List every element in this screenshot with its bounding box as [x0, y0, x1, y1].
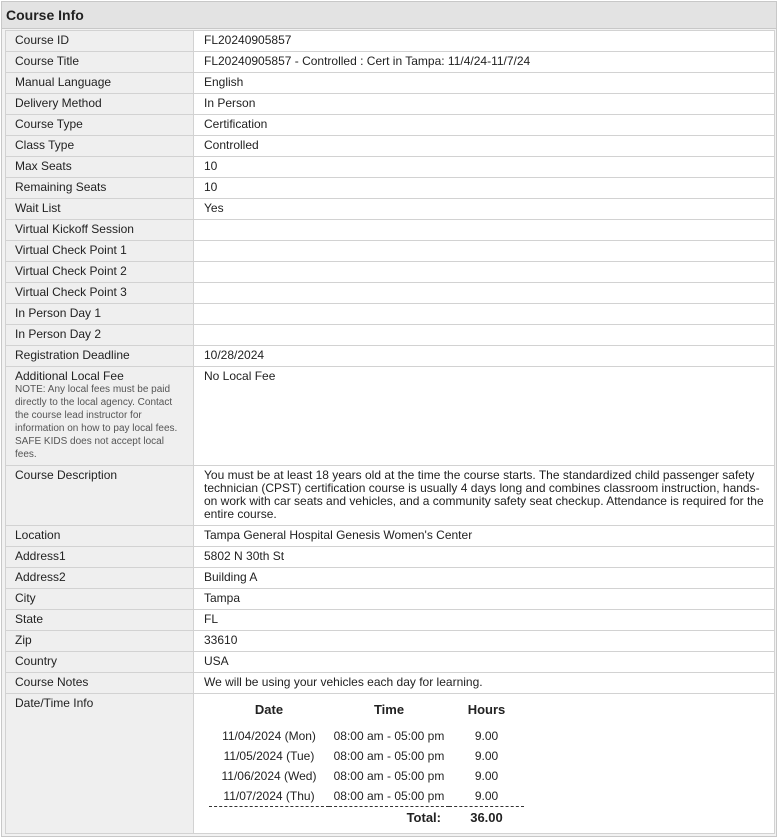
city-value: Tampa [194, 589, 775, 610]
city-label: City [6, 589, 194, 610]
total-hours: 36.00 [449, 807, 524, 830]
row-manual-language [6, 73, 775, 94]
address1-value: 5802 N 30th St [194, 547, 775, 568]
virtual-cp2-label: Virtual Check Point 2 [6, 262, 194, 283]
row-city [6, 589, 775, 610]
session-hours: 9.00 [474, 729, 499, 743]
session-time: 08:00 am - 05:00 pm [333, 729, 445, 743]
max-seats-value: 10 [194, 157, 775, 178]
additional-local-fee-cell [6, 367, 194, 466]
in-person-day2-label: In Person Day 2 [6, 325, 194, 346]
row-location [6, 526, 775, 547]
address1-label: Address1 [6, 547, 194, 568]
row-state [6, 610, 775, 631]
state-label: State [6, 610, 194, 631]
schedule-hours-header: Hours [467, 702, 506, 717]
row-in-person-day2 [6, 325, 775, 346]
row-remaining-seats [6, 178, 775, 199]
country-value: USA [194, 652, 775, 673]
session-hours: 9.00 [474, 769, 499, 783]
row-course-description [6, 466, 775, 526]
class-type-value: Controlled [194, 136, 775, 157]
course-id-label: Course ID [6, 31, 194, 52]
course-id-value: FL20240905857 [194, 31, 775, 52]
row-max-seats [6, 157, 775, 178]
course-type-value: Certification [194, 115, 775, 136]
country-label: Country [6, 652, 194, 673]
session-time: 08:00 am - 05:00 pm [333, 749, 445, 763]
session-hours: 9.00 [474, 789, 499, 803]
address2-label: Address2 [6, 568, 194, 589]
total-label: Total: [329, 807, 449, 830]
course-notes-value: We will be using your vehicles each day for learning. [194, 673, 775, 694]
address2-value: Building A [194, 568, 775, 589]
max-seats-label: Max Seats [6, 157, 194, 178]
row-datetime-info [6, 694, 775, 834]
row-virtual-cp1 [6, 241, 775, 262]
schedule-time-header: Time [373, 702, 405, 717]
course-info-panel [1, 1, 777, 837]
in-person-day1-value [194, 304, 775, 325]
wait-list-value: Yes [194, 199, 775, 220]
schedule-row [209, 746, 524, 766]
manual-language-value: English [194, 73, 775, 94]
schedule-total-row [209, 807, 524, 830]
row-wait-list [6, 199, 775, 220]
row-class-type [6, 136, 775, 157]
schedule-date-header: Date [254, 702, 284, 717]
additional-local-fee-label: Additional Local Fee [15, 369, 124, 383]
virtual-kickoff-label: Virtual Kickoff Session [6, 220, 194, 241]
location-label: Location [6, 526, 194, 547]
total-spacer [209, 807, 329, 830]
course-description-value: You must be at least 18 years old at the time the course starts. The standardized child passenger safety technician (CPST) certification course is usually 4 days long and combines classroom instruction, hands-on work with car seats and vehicles, and a community safety seat checkup. Attendance is required for the entire course. [194, 466, 775, 526]
additional-local-fee-value: No Local Fee [194, 367, 775, 466]
session-date: 11/04/2024 (Mon) [222, 729, 316, 743]
row-country [6, 652, 775, 673]
row-additional-local-fee [6, 367, 775, 466]
in-person-day1-label: In Person Day 1 [6, 304, 194, 325]
course-notes-label: Course Notes [6, 673, 194, 694]
virtual-cp1-value [194, 241, 775, 262]
delivery-method-label: Delivery Method [6, 94, 194, 115]
course-info-table [5, 30, 775, 834]
row-registration-deadline [6, 346, 775, 367]
row-in-person-day1 [6, 304, 775, 325]
row-zip [6, 631, 775, 652]
virtual-cp3-label: Virtual Check Point 3 [6, 283, 194, 304]
datetime-info-label: Date/Time Info [6, 694, 194, 834]
course-type-label: Course Type [6, 115, 194, 136]
row-course-id [6, 31, 775, 52]
datetime-info-cell [194, 694, 775, 834]
registration-deadline-value: 10/28/2024 [194, 346, 775, 367]
state-value: FL [194, 610, 775, 631]
delivery-method-value: In Person [194, 94, 775, 115]
manual-language-label: Manual Language [6, 73, 194, 94]
course-description-label: Course Description [6, 466, 194, 526]
schedule-header-row [209, 701, 524, 726]
virtual-cp2-value [194, 262, 775, 283]
remaining-seats-value: 10 [194, 178, 775, 199]
course-title-label: Course Title [6, 52, 194, 73]
class-type-label: Class Type [6, 136, 194, 157]
registration-deadline-label: Registration Deadline [6, 346, 194, 367]
schedule-row [209, 766, 524, 786]
session-hours: 9.00 [474, 749, 499, 763]
schedule-row [209, 786, 524, 807]
session-time: 08:00 am - 05:00 pm [333, 769, 445, 783]
row-address1 [6, 547, 775, 568]
virtual-kickoff-value [194, 220, 775, 241]
virtual-cp3-value [194, 283, 775, 304]
row-address2 [6, 568, 775, 589]
remaining-seats-label: Remaining Seats [6, 178, 194, 199]
wait-list-label: Wait List [6, 199, 194, 220]
virtual-cp1-label: Virtual Check Point 1 [6, 241, 194, 262]
row-virtual-cp3 [6, 283, 775, 304]
session-time: 08:00 am - 05:00 pm [333, 789, 445, 803]
schedule-row [209, 726, 524, 746]
panel-title: Course Info [2, 2, 776, 29]
row-course-title [6, 52, 775, 73]
course-title-value: FL20240905857 - Controlled : Cert in Tampa: 11/4/24-11/7/24 [194, 52, 775, 73]
in-person-day2-value [194, 325, 775, 346]
row-virtual-cp2 [6, 262, 775, 283]
session-date: 11/06/2024 (Wed) [221, 769, 317, 783]
zip-value: 33610 [194, 631, 775, 652]
location-value: Tampa General Hospital Genesis Women's Center [194, 526, 775, 547]
row-virtual-kickoff [6, 220, 775, 241]
local-fee-note: NOTE: Any local fees must be paid directly to the local agency. Contact the course lead instructor for information on how to pay local fees. SAFE KIDS does not accept local fees. [15, 384, 178, 460]
row-course-type [6, 115, 775, 136]
session-date: 11/05/2024 (Tue) [223, 749, 315, 763]
session-date: 11/07/2024 (Thu) [223, 789, 315, 803]
zip-label: Zip [6, 631, 194, 652]
row-delivery-method [6, 94, 775, 115]
row-course-notes [6, 673, 775, 694]
schedule-table [209, 701, 524, 829]
